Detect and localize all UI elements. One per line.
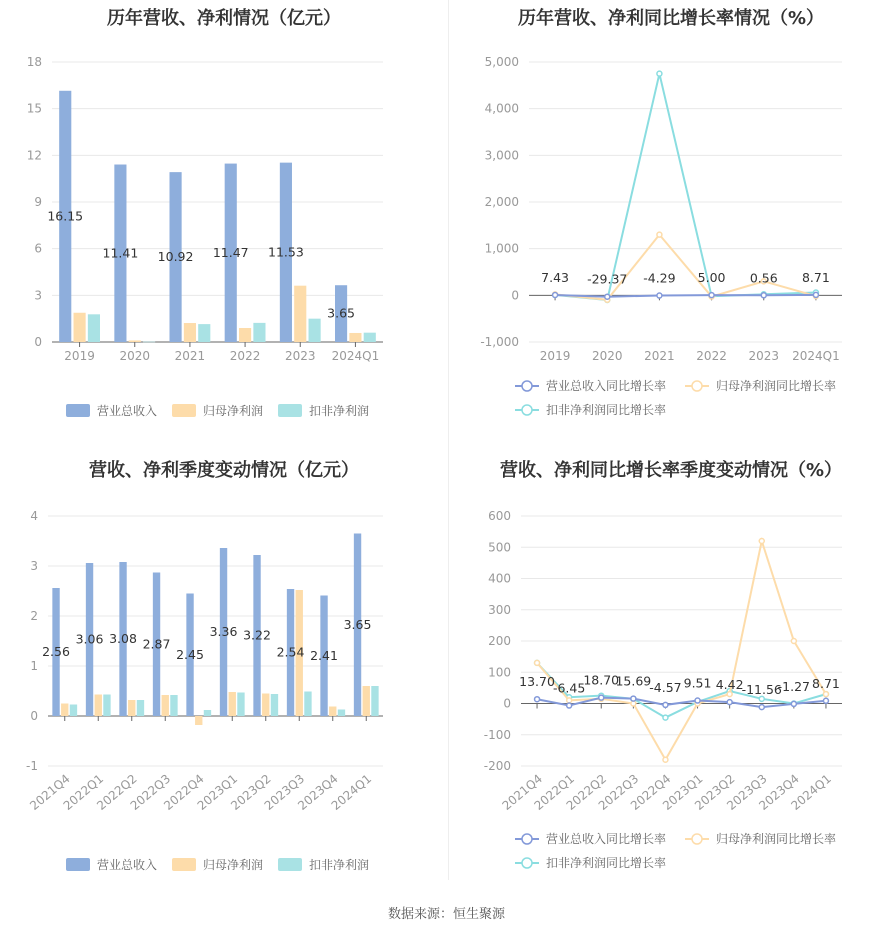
- y-tick-label: 0: [503, 696, 511, 711]
- legend-label: 营业总收入同比增长率: [546, 379, 667, 393]
- bar: [338, 710, 345, 717]
- bar: [162, 695, 169, 716]
- legend-label: 归母净利润: [203, 404, 264, 418]
- line-data-label: -1.27: [777, 678, 811, 694]
- line-data-label: -6.45: [552, 680, 586, 696]
- x-tick-label: 2023Q2: [228, 771, 274, 813]
- legend-swatch: [66, 404, 90, 417]
- x-tick-label: 2020: [119, 349, 151, 363]
- x-tick-label: 2024Q1: [792, 349, 840, 363]
- y-tick-label: 15: [26, 101, 42, 116]
- data-point: [791, 639, 796, 644]
- line-data-label: 9.51: [683, 675, 712, 691]
- x-tick-label: 2021: [644, 349, 675, 363]
- line-data-label: 0.56: [749, 270, 778, 286]
- data-point: [605, 294, 610, 299]
- y-tick-label: 9: [34, 195, 42, 209]
- bar: [237, 693, 244, 717]
- y-tick-label: 400: [488, 571, 511, 586]
- data-point: [823, 698, 828, 703]
- legend-label: 营业总收入: [97, 858, 158, 872]
- quarterly-revenue-chart: [0, 448, 448, 888]
- legend-swatch: [172, 404, 196, 417]
- bar: [170, 695, 177, 716]
- data-point: [695, 698, 700, 703]
- y-tick-label: -100: [483, 727, 511, 742]
- bar: [88, 314, 100, 342]
- y-tick-label: 1: [30, 659, 38, 673]
- bar: [309, 319, 321, 342]
- x-tick-label: 2020: [591, 349, 623, 363]
- x-tick-label: 2022Q1: [531, 771, 578, 813]
- x-tick-label: 2024Q1: [331, 349, 380, 363]
- y-tick-label: 300: [488, 602, 511, 617]
- x-tick-label: 2022Q2: [94, 771, 140, 813]
- y-tick-label: -200: [483, 759, 511, 773]
- line-data-label: -11.56: [741, 682, 782, 698]
- annual-revenue-chart: [0, 0, 448, 440]
- legend-label: 归母净利润: [203, 858, 264, 872]
- y-tick-label: 0: [511, 288, 519, 303]
- annual-revenue-panel: [0, 0, 448, 440]
- line-data-label: 8.71: [812, 675, 840, 691]
- x-tick-label: 2021Q4: [499, 771, 545, 813]
- legend-marker: [522, 381, 532, 391]
- bar: [364, 333, 376, 342]
- x-tick-label: 2023Q1: [659, 771, 706, 813]
- x-tick-label: 2023: [284, 349, 316, 363]
- quarterly-growth-panel: [449, 448, 893, 888]
- x-tick-label: 2022Q3: [127, 771, 174, 813]
- legend-label: 归母净利润同比增长率: [716, 832, 837, 846]
- bar: [262, 694, 269, 717]
- legend-swatch: [66, 858, 90, 871]
- y-tick-label: 3: [34, 288, 42, 303]
- x-tick-label: 2019: [64, 349, 95, 363]
- bar: [349, 333, 361, 342]
- y-tick-label: 3: [30, 559, 38, 573]
- data-point: [813, 292, 818, 297]
- bar: [271, 694, 278, 716]
- data-point: [759, 539, 764, 544]
- data-point: [823, 692, 828, 697]
- chart-title: 历年营收、净利情况（亿元）: [107, 8, 341, 29]
- bar: [70, 705, 77, 717]
- chart-title: 营收、净利季度变动情况（亿元）: [89, 460, 359, 481]
- bar: [363, 686, 370, 716]
- x-tick-label: 2021Q4: [27, 771, 73, 813]
- bar-data-label: 11.41: [102, 245, 139, 261]
- bar: [304, 692, 311, 717]
- data-point: [535, 660, 540, 665]
- line-data-label: -4.29: [643, 270, 676, 286]
- y-tick-label: 0: [30, 709, 38, 723]
- legend-marker: [692, 381, 702, 391]
- data-point: [761, 293, 766, 298]
- x-tick-label: 2022Q2: [563, 771, 610, 813]
- bar: [61, 704, 68, 717]
- data-point: [567, 703, 572, 708]
- y-tick-label: -1: [26, 759, 38, 773]
- x-tick-label: 2022Q4: [627, 771, 674, 813]
- bar: [198, 324, 210, 342]
- line-data-label: -29.37: [587, 271, 628, 287]
- bar: [103, 695, 110, 717]
- bar-data-label: 3.08: [109, 631, 137, 646]
- x-tick-label: 2019: [539, 349, 571, 363]
- legend-label: 扣非净利润: [309, 404, 370, 418]
- legend-marker: [522, 858, 532, 868]
- bar-data-label: 11.47: [212, 244, 249, 260]
- line-data-label: 15.69: [615, 673, 652, 689]
- legend-marker: [522, 834, 532, 844]
- x-tick-label: 2022Q3: [595, 771, 642, 813]
- data-point: [727, 700, 732, 705]
- x-tick-label: 2023Q3: [724, 771, 770, 813]
- bar: [143, 342, 155, 343]
- x-tick-label: 2024Q1: [788, 771, 834, 813]
- y-tick-label: 600: [488, 509, 511, 523]
- y-tick-label: 500: [488, 540, 511, 555]
- bar-data-label: 2.87: [142, 636, 171, 652]
- data-point: [663, 715, 668, 720]
- bar: [184, 323, 196, 342]
- x-tick-label: 2023Q3: [261, 771, 308, 813]
- y-tick-label: 0: [34, 335, 42, 349]
- data-point: [759, 705, 764, 710]
- legend-marker: [522, 405, 532, 415]
- line-data-label: -4.57: [649, 679, 682, 695]
- legend-marker: [692, 834, 702, 844]
- bar: [129, 340, 141, 342]
- bar: [371, 686, 378, 716]
- data-point: [657, 232, 662, 237]
- bar-data-label: 3.65: [327, 305, 355, 321]
- bar-data-label: 2.54: [276, 644, 305, 660]
- quarterly-growth-chart: [449, 448, 893, 888]
- x-tick-label: 2022: [696, 349, 727, 363]
- y-tick-label: -1,000: [480, 335, 519, 349]
- line-data-label: 13.70: [519, 674, 555, 690]
- bar: [128, 700, 135, 716]
- line-data-label: 5.00: [697, 270, 726, 286]
- x-tick-label: 2022Q4: [161, 771, 207, 813]
- y-tick-label: 2: [30, 609, 38, 623]
- data-point: [663, 702, 668, 707]
- legend-label: 归母净利润同比增长率: [716, 379, 837, 393]
- series-line: [555, 235, 816, 300]
- chart-title: 历年营收、净利同比增长率情况（%）: [517, 8, 825, 29]
- chart-title: 营收、净利同比增长率季度变动情况（%）: [499, 460, 843, 481]
- quarterly-revenue-panel: [0, 448, 448, 888]
- data-point: [599, 695, 604, 700]
- data-point: [727, 692, 732, 697]
- bar: [253, 323, 265, 342]
- annual-growth-panel: [449, 0, 893, 440]
- data-source-note: 数据来源：恒生聚源: [387, 907, 505, 922]
- bar: [239, 328, 251, 342]
- legend-label: 扣非净利润同比增长率: [546, 403, 667, 417]
- bar: [229, 692, 236, 716]
- y-tick-label: 5,000: [484, 55, 519, 69]
- data-point: [657, 71, 662, 76]
- bar-data-label: 3.65: [343, 616, 372, 632]
- bar: [95, 695, 102, 717]
- bar: [74, 313, 86, 342]
- bar: [204, 710, 211, 716]
- x-tick-label: 2023Q1: [194, 771, 241, 813]
- legend-swatch: [278, 404, 302, 417]
- data-point: [631, 696, 636, 701]
- legend-label: 营业总收入: [97, 404, 158, 418]
- y-tick-label: 200: [488, 634, 511, 648]
- legend-label: 营业总收入同比增长率: [546, 832, 667, 846]
- annual-growth-chart: [449, 0, 893, 440]
- line-data-label: 4.42: [715, 677, 744, 693]
- series-line: [537, 541, 826, 760]
- x-tick-label: 2022Q1: [60, 771, 107, 813]
- line-data-label: 8.71: [801, 269, 830, 285]
- x-tick-label: 2024Q1: [328, 771, 375, 813]
- legend-label: 扣非净利润: [309, 858, 370, 872]
- legend-swatch: [172, 858, 196, 871]
- bar-data-label: 3.06: [75, 631, 104, 647]
- bar: [294, 286, 306, 342]
- bar-data-label: 16.15: [47, 208, 84, 224]
- x-tick-label: 2023: [748, 349, 780, 363]
- data-point: [567, 698, 572, 703]
- x-tick-label: 2023Q4: [756, 771, 802, 813]
- bar-data-label: 2.56: [42, 644, 70, 659]
- bar: [329, 707, 336, 717]
- legend-swatch: [278, 858, 302, 871]
- bar-data-label: 2.45: [176, 646, 204, 662]
- data-point: [553, 292, 558, 297]
- bar: [195, 716, 202, 725]
- bar-data-label: 2.41: [310, 647, 338, 663]
- x-tick-label: 2023Q2: [692, 771, 738, 813]
- bar-data-label: 3.22: [243, 627, 271, 643]
- bar-data-label: 10.92: [157, 249, 194, 265]
- y-tick-label: 4,000: [484, 101, 519, 116]
- data-point: [791, 701, 796, 706]
- y-tick-label: 100: [488, 665, 511, 680]
- y-tick-label: 3,000: [484, 148, 519, 163]
- y-tick-label: 1,000: [484, 241, 519, 256]
- y-tick-label: 18: [26, 55, 42, 69]
- x-tick-label: 2022: [229, 349, 261, 363]
- y-tick-label: 12: [26, 148, 42, 163]
- data-point: [663, 757, 668, 762]
- data-point: [657, 293, 662, 298]
- y-tick-label: 4: [30, 509, 38, 523]
- data-point: [709, 293, 714, 298]
- y-tick-label: 2,000: [484, 195, 519, 209]
- bar: [137, 700, 144, 716]
- line-data-label: 18.70: [583, 672, 620, 688]
- bar-data-label: 11.53: [268, 244, 304, 260]
- y-tick-label: 6: [34, 241, 42, 256]
- bar-data-label: 3.36: [209, 624, 238, 639]
- x-tick-label: 2023Q4: [295, 771, 341, 813]
- data-point: [535, 697, 540, 702]
- x-tick-label: 2021: [174, 349, 206, 363]
- line-data-label: 7.43: [541, 269, 570, 285]
- legend-label: 扣非净利润同比增长率: [546, 856, 667, 870]
